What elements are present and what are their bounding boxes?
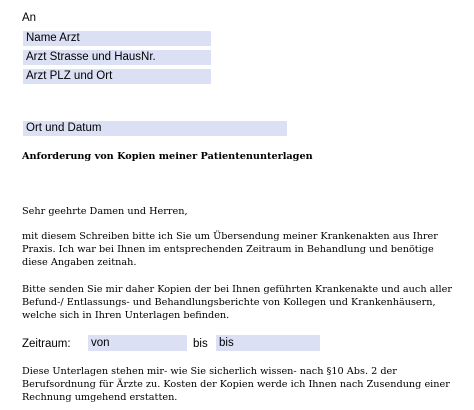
period-from-field[interactable]: von: [88, 335, 187, 351]
paragraph-line: Bitte senden Sie mir daher Kopien der bei Ihnen geführten Krankenakte und auch aller: [22, 284, 452, 295]
paragraph-line: Berufsordnung für Ärzte zu. Kosten der Kopien werde ich Ihnen nach Zusendung einer: [22, 379, 450, 390]
paragraph-legal: [22, 365, 450, 404]
paragraph-request: [22, 230, 438, 269]
paragraph-line: mit diesem Schreiben bitte ich Sie um Übersendung meiner Krankenakten aus Ihrer: [22, 231, 438, 242]
paragraph-line: Rechnung umgehend erstatten.: [22, 392, 178, 403]
paragraph-line: welche sich in Ihren Unterlagen befinden.: [22, 310, 230, 321]
doctor-street-field[interactable]: Arzt Strasse und HausNr.: [23, 50, 211, 65]
greeting: Sehr geehrte Damen und Herren,: [22, 206, 188, 217]
recipient-label: An: [22, 12, 37, 24]
paragraph-line: Praxis. Ich war bei Ihnen im entsprechenden Zeitraum in Behandlung und benötige: [22, 244, 434, 255]
place-date-field[interactable]: Ort und Datum: [23, 121, 287, 136]
paragraph-line: Befund-/ Entlassungs- und Behandlungsberichte von Kollegen und Krankenhäusern,: [22, 297, 436, 308]
period-to-label: bis: [193, 338, 208, 350]
period-to-field[interactable]: bis: [216, 335, 320, 351]
paragraph-line: Diese Unterlagen stehen mir- wie Sie sicherlich wissen- nach §10 Abs. 2 der: [22, 366, 397, 377]
letter-subject: Anforderung von Kopien meiner Patientenunterlagen: [22, 151, 313, 162]
paragraph-line: diese Angaben zeitnah.: [22, 257, 137, 268]
period-label: Zeitraum:: [22, 338, 71, 350]
doctor-name-field[interactable]: Name Arzt: [23, 31, 211, 46]
paragraph-copies: [22, 283, 452, 322]
doctor-city-field[interactable]: Arzt PLZ und Ort: [23, 69, 211, 84]
